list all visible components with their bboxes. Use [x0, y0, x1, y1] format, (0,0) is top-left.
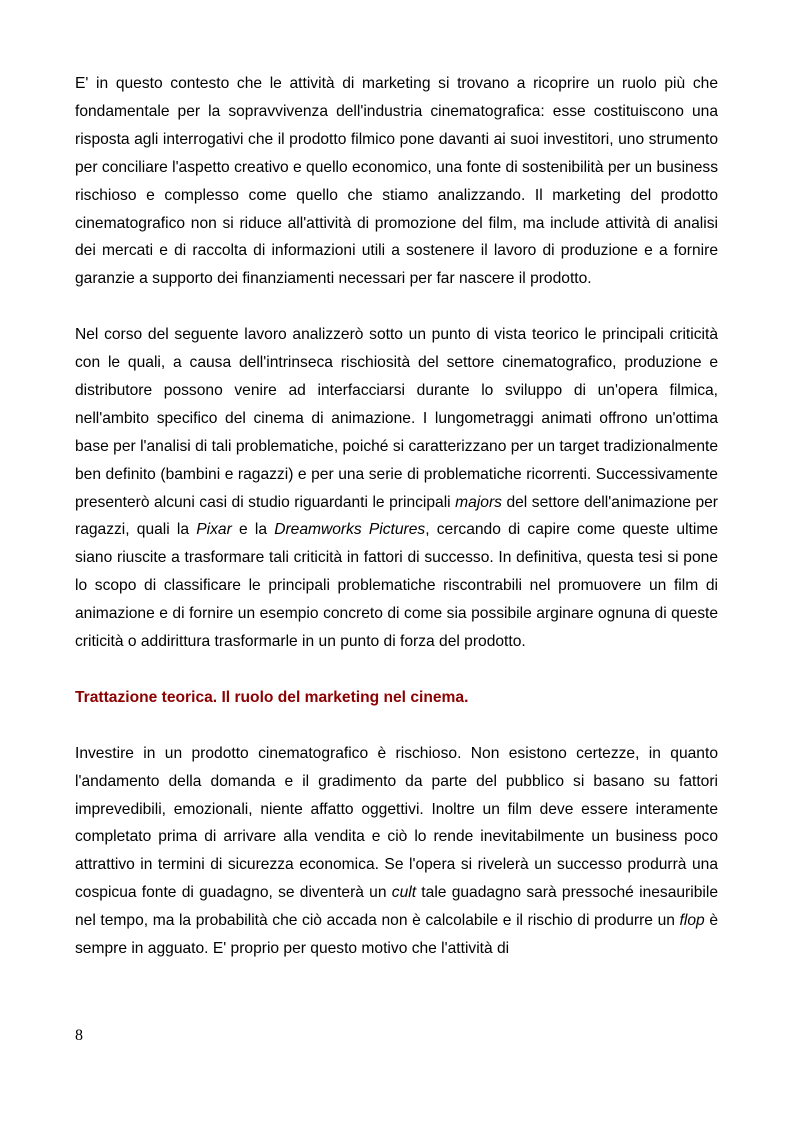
paragraph-spacer	[75, 656, 718, 684]
text-run: e la	[231, 521, 275, 539]
paragraph-intro: E' in questo contesto che le attività di marketing si trovano a ricoprire un ruolo più che fondamentale per la sopravvivenza dell'industria cinematografica: esse costituiscono una risposta agli interrogativi che il prodotto filmico pone davanti ai suoi investitori, uno strumento per conciliare l'aspetto creativo e quello economico, una fonte di sostenibilità per un business rischioso e complesso come quello che stiamo analizzando. Il marketing del prodotto cinematografico non si riduce all'attività di promozione del film, ma include attività di analisi dei mercati e di raccolta di informazioni utili a sostenere il lavoro di produzione e a fornire garanzie a supporto dei finanziamenti necessari per far nascere il prodotto.	[75, 75, 718, 288]
paragraph-thesis-overview	[75, 321, 718, 656]
paragraph-investment-risk	[75, 740, 718, 963]
text-run: , cercando di capire come queste ultime siano riuscite a trasformare tali criticità in fattori di successo. In definitiva, questa tesi si pone lo scopo di classificare le principali problematiche riscontrabili nel promuovere un film di animazione e di fornire un esempio concreto di come sia possibile arginare ognuna di queste criticità o addirittura trasformarle in un punto di forza del prodotto.	[75, 521, 718, 651]
text-run: Nel corso del seguente lavoro analizzerò sotto un punto di vista teorico le principali criticità con le quali, a causa dell'intrinseca rischiosità del settore cinematografico, produzione e distributore possono venire ad interfacciarsi durante lo sviluppo di un'opera filmica, nell'ambito specifico del cinema di animazione. I lungometraggi animati offrono un'ottima base per l'analisi di tali problematiche, poiché si caratterizzano per un target tradizionalmente ben definito (bambini e ragazzi) e per una serie di problematiche ricorrenti. Successivamente presenterò alcuni casi di studio riguardanti le principali	[75, 326, 718, 511]
text-run: è sempre in agguato. E' proprio per questo motivo che l'attività di	[75, 912, 718, 958]
italic-term-majors: majors	[455, 493, 502, 511]
text-run: tale guadagno sarà pressoché inesauribile nel tempo, ma la probabilità che ciò accada non è calcolabile e il rischio di produrre un	[75, 884, 718, 930]
italic-term-pixar: Pixar	[196, 521, 232, 539]
italic-term-cult: cult	[391, 884, 417, 902]
text-run: del settore dell'animazione per ragazzi, quali la	[75, 493, 718, 539]
text-run: Investire in un prodotto cinematografico è rischioso. Non esistono certezze, in quanto l'andamento della domanda e il gradimento da parte del pubblico si basano su fattori imprevedibili, emozionali, niente affatto oggettivi. Inoltre un film deve essere interamente completato prima di arrivare alla vendita e ciò lo rende inevitabilmente un business poco attrattivo in termini di sicurezza economica. Se l'opera si rivelerà un successo produrrà una cospicua fonte di guadagno, se diventerà un	[75, 744, 718, 902]
paragraph-spacer	[75, 293, 718, 321]
italic-term-flop: flop	[679, 912, 705, 930]
section-heading: Trattazione teorica. Il ruolo del marketing nel cinema.	[75, 688, 469, 706]
italic-term-dreamworks: Dreamworks Pictures	[274, 521, 426, 539]
paragraph-spacer	[75, 712, 718, 740]
page-number: 8	[75, 1027, 83, 1044]
page-body	[75, 70, 718, 963]
